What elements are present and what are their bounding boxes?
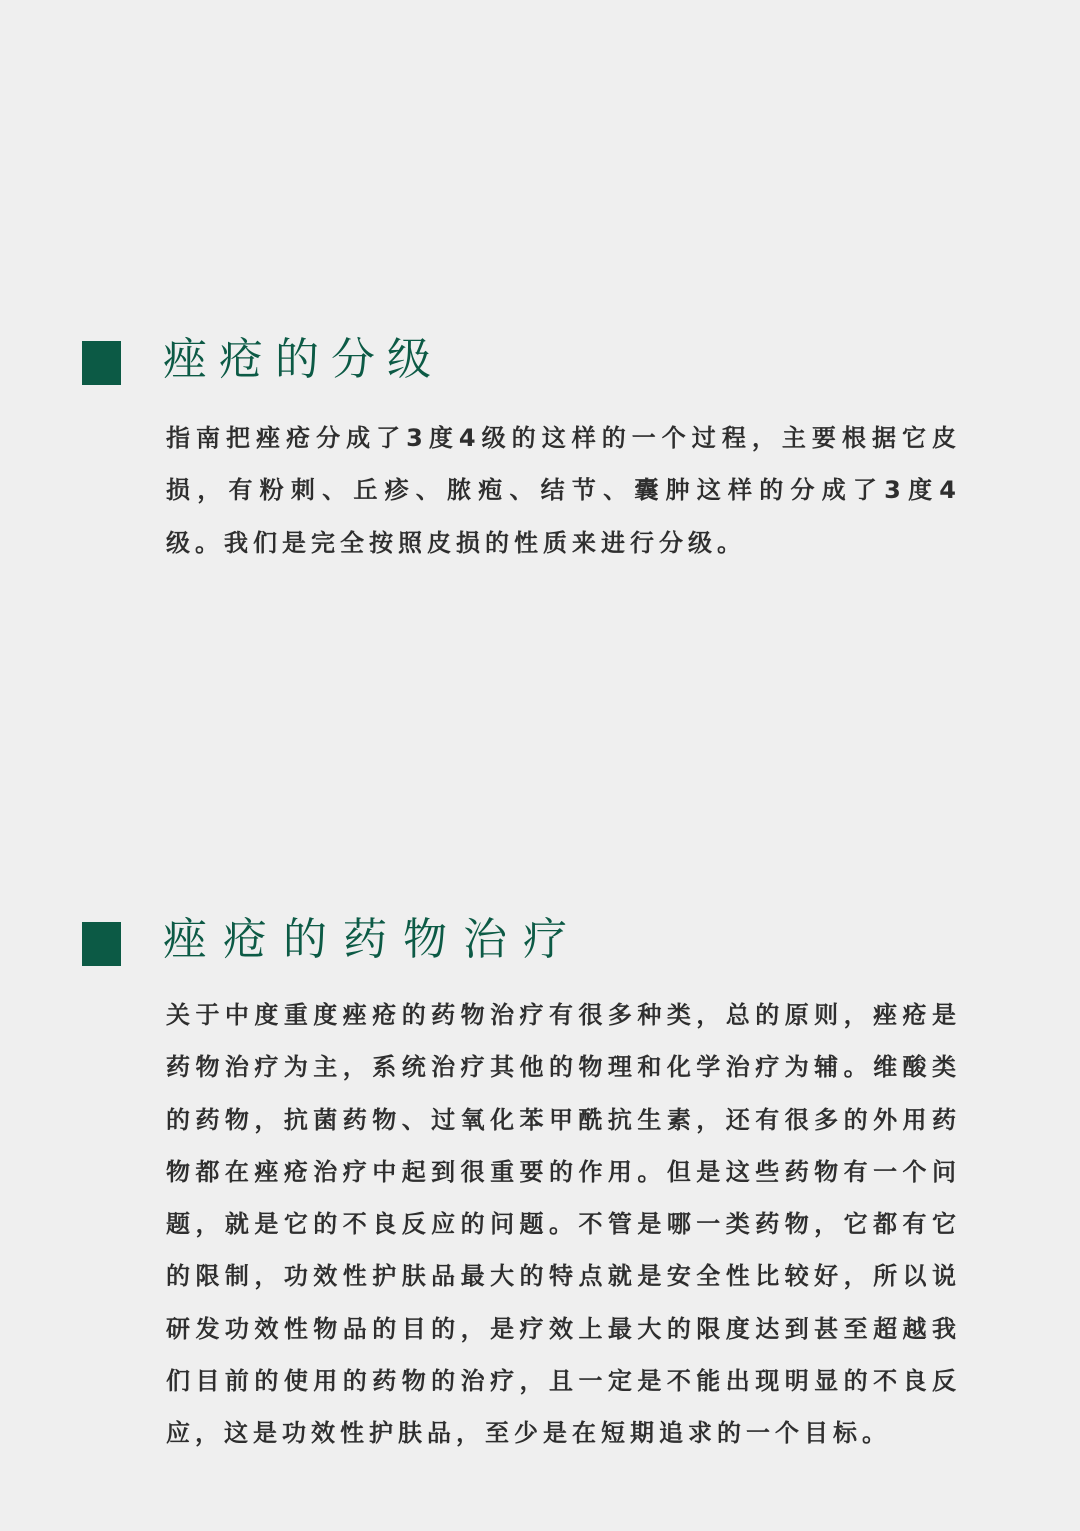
section-marker-square [82, 341, 121, 385]
section-marker-square [82, 922, 121, 966]
section-title: 痤疮的药物治疗 [163, 914, 583, 965]
section-body-text: 关于中度重度痤疮的药物治疗有很多种类，总的原则，痤疮是药物治疗为主，系统治疗其他的物理和化学治疗为辅。维酸类的药物，抗菌药物、过氧化苯甲酰抗生素，还有很多的外用药物都在痤疮治疗中起到很重要的作用。但是这些药物有一个问题，就是它的不良反应的问题。不管是哪一类药物，它都有它的限制，功效性护肤品最大的特点就是安全性比较好，所以说研发功效性物品的目的，是疗效上最大的限度达到甚至超越我们目前的使用的药物的治疗，且一定是不能出现明显的不良反应，这是功效性护肤品，至少是在短期追求的一个目标。 [166, 1001, 961, 1448]
section-body-text: 指南把痤疮分成了3度4级的这样的一个过程，主要根据它皮损，有粉刺、丘疹、脓疱、结节、囊肿这样的分成了3度4级。我们是完全按照皮损的性质来进行分级。 [166, 424, 961, 557]
section-title: 痤疮的分级 [163, 334, 443, 385]
